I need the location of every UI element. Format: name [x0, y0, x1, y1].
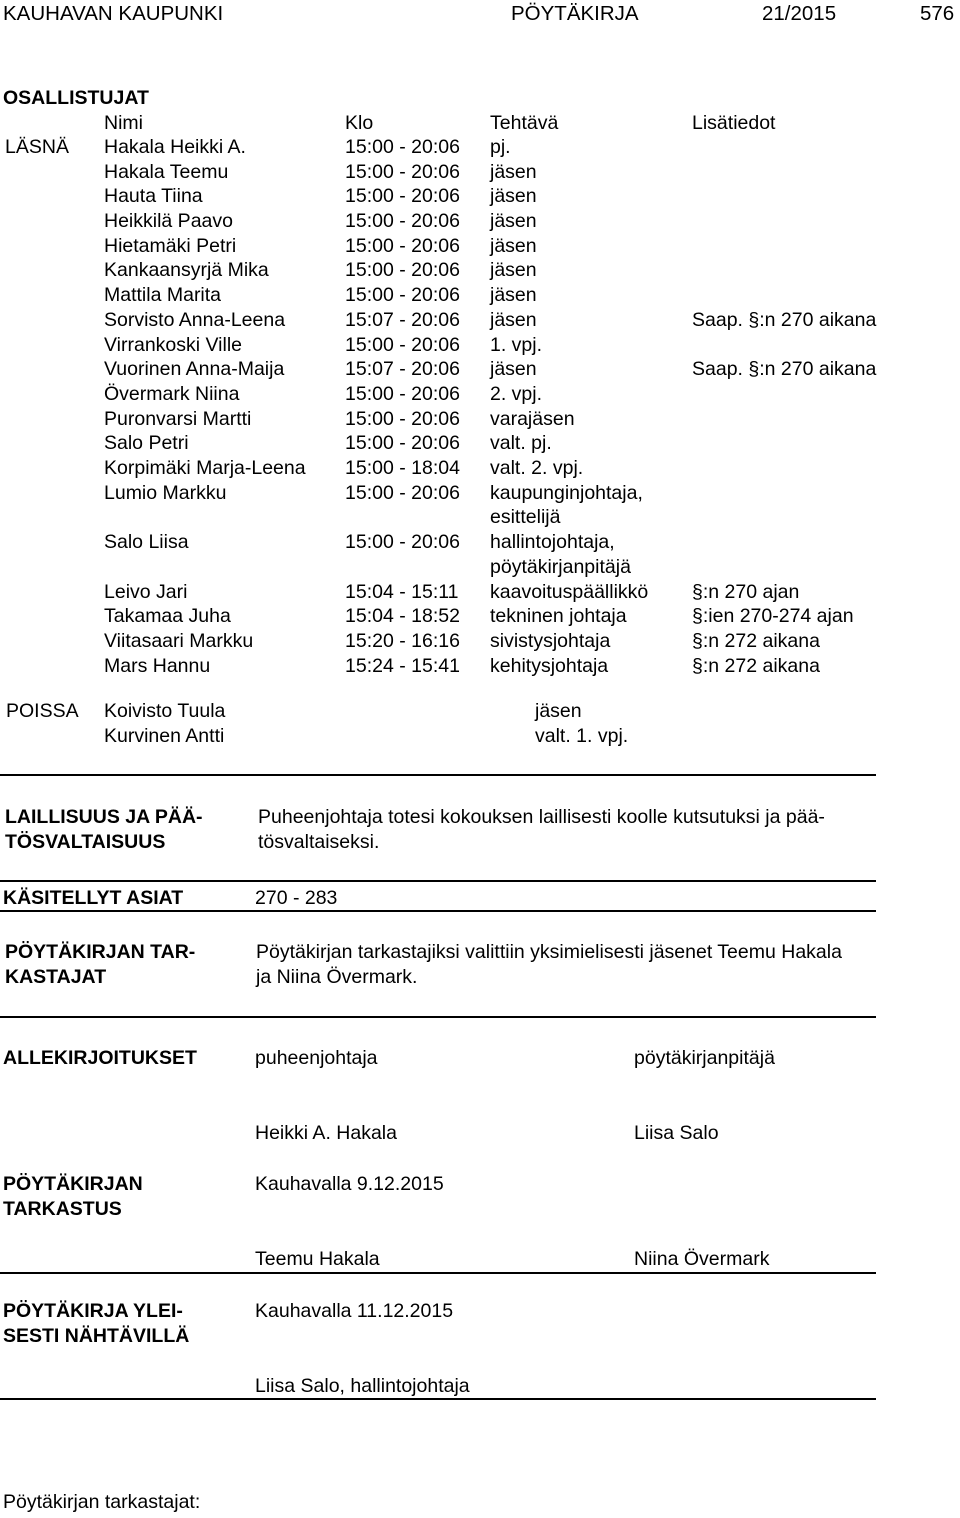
attendee-notes: §:n 272 aikana — [692, 655, 820, 677]
inspectors-text-line1: Pöytäkirjan tarkastajiksi valittiin yksimielisesti jäsenet Teemu Hakala — [256, 941, 842, 963]
column-header-name: Nimi — [104, 112, 143, 134]
attendee-name: Hakala Heikki A. — [104, 136, 246, 158]
attendee-time: 15:00 - 20:06 — [345, 284, 460, 306]
attendee-name: Övermark Niina — [104, 383, 240, 405]
items-label: KÄSITELLYT ASIAT — [3, 887, 184, 909]
legality-label-line1: LAILLISUUS JA PÄÄ- — [5, 806, 203, 828]
attendee-role-continued: esittelijä — [490, 506, 561, 528]
attendee-notes: Saap. §:n 270 aikana — [692, 358, 877, 380]
attendee-time: 15:04 - 18:52 — [345, 605, 460, 627]
attendee-name: Salo Petri — [104, 432, 189, 454]
attendee-role: valt. pj. — [490, 432, 552, 454]
attendee-name: Viitasaari Markku — [104, 630, 254, 652]
attendee-name: Salo Liisa — [104, 531, 189, 553]
attendee-notes: §:n 272 aikana — [692, 630, 820, 652]
attendee-name: Takamaa Juha — [104, 605, 231, 627]
section-divider — [0, 774, 876, 776]
attendee-role: jäsen — [490, 284, 537, 306]
attendee-time: 15:04 - 15:11 — [345, 581, 459, 603]
attendee-time: 15:00 - 20:06 — [345, 334, 460, 356]
legality-text-line1: Puheenjohtaja totesi kokouksen laillisesti koolle kutsutuksi ja pää- — [258, 806, 825, 828]
public-display-label-line1: PÖYTÄKIRJA YLEI- — [3, 1300, 183, 1322]
attendee-notes: §:ien 270-274 ajan — [692, 605, 854, 627]
header-doc-number: 21/2015 — [762, 2, 837, 25]
attendee-role: jäsen — [490, 210, 537, 232]
attendee-role: jäsen — [490, 185, 537, 207]
attendee-role: 2. vpj. — [490, 383, 543, 405]
attendee-time: 15:00 - 20:06 — [345, 259, 460, 281]
attendee-role: jäsen — [490, 161, 537, 183]
footer-inspectors-label: Pöytäkirjan tarkastajat: — [3, 1491, 201, 1513]
review-label-line1: PÖYTÄKIRJAN — [3, 1173, 143, 1195]
section-divider — [0, 880, 876, 882]
public-display-signer: Liisa Salo, hallintojohtaja — [255, 1375, 470, 1397]
attendee-time: 15:00 - 20:06 — [345, 235, 460, 257]
column-header-time: Klo — [345, 112, 374, 134]
legality-text-line2: tösvaltaiseksi. — [258, 831, 380, 853]
attendee-role: jäsen — [490, 259, 537, 281]
attendee-name: Heikkilä Paavo — [104, 210, 233, 232]
attendee-name: Sorvisto Anna-Leena — [104, 309, 286, 331]
header-doc-type: PÖYTÄKIRJA — [511, 2, 639, 25]
attendee-role: sivistysjohtaja — [490, 630, 611, 652]
header-org: KAUHAVAN KAUPUNKI — [3, 2, 224, 25]
signatures-label: ALLEKIRJOITUKSET — [3, 1047, 197, 1069]
header-page-number: 576 — [920, 2, 955, 25]
attendee-role: kehitysjohtaja — [490, 655, 609, 677]
attendee-name: Lumio Markku — [104, 482, 227, 504]
attendee-role: jäsen — [490, 235, 537, 257]
public-display-label-line2: SESTI NÄHTÄVILLÄ — [3, 1325, 190, 1347]
absent-name: Kurvinen Antti — [104, 725, 225, 747]
attendee-role: jäsen — [490, 309, 537, 331]
attendee-time: 15:00 - 20:06 — [345, 383, 460, 405]
absent-label: POISSA — [6, 700, 79, 722]
attendee-role: hallintojohtaja, — [490, 531, 615, 553]
legality-label-line2: TÖSVALTAISUUS — [5, 831, 166, 853]
attendee-role: varajäsen — [490, 408, 575, 430]
review-place-date: Kauhavalla 9.12.2015 — [255, 1173, 444, 1195]
attendee-time: 15:00 - 20:06 — [345, 136, 460, 158]
attendee-role: jäsen — [490, 358, 537, 380]
attendee-name: Kankaansyrjä Mika — [104, 259, 269, 281]
attendee-name: Korpimäki Marja-Leena — [104, 457, 306, 479]
attendee-name: Virrankoski Ville — [104, 334, 243, 356]
attendee-time: 15:00 - 20:06 — [345, 210, 460, 232]
attendee-name: Vuorinen Anna-Maija — [104, 358, 285, 380]
section-divider — [0, 1016, 876, 1018]
inspectors-label-line1: PÖYTÄKIRJAN TAR- — [5, 941, 196, 963]
attendee-time: 15:07 - 20:06 — [345, 309, 460, 331]
attendee-name: Hakala Teemu — [104, 161, 229, 183]
items-value: 270 - 283 — [255, 887, 338, 909]
attendee-role: 1. vpj. — [490, 334, 543, 356]
attendee-role-continued: pöytäkirjanpitäjä — [490, 556, 631, 578]
present-label: LÄSNÄ — [5, 136, 69, 158]
signature-name-secretary: Liisa Salo — [634, 1122, 719, 1144]
attendee-time: 15:24 - 15:41 — [345, 655, 460, 677]
attendee-role: pj. — [490, 136, 511, 158]
attendee-time: 15:00 - 20:06 — [345, 432, 460, 454]
attendee-time: 15:00 - 20:06 — [345, 408, 460, 430]
attendee-time: 15:00 - 18:04 — [345, 457, 460, 479]
attendee-name: Puronvarsi Martti — [104, 408, 252, 430]
attendee-time: 15:00 - 20:06 — [345, 185, 460, 207]
section-divider — [0, 1272, 876, 1274]
review-inspector-2: Niina Övermark — [634, 1248, 770, 1270]
attendee-time: 15:00 - 20:06 — [345, 482, 460, 504]
absent-name: Koivisto Tuula — [104, 700, 226, 722]
review-label-line2: TARKASTUS — [3, 1198, 122, 1220]
attendee-role: tekninen johtaja — [490, 605, 627, 627]
section-divider — [0, 910, 876, 912]
attendee-time: 15:20 - 16:16 — [345, 630, 460, 652]
attendee-notes: Saap. §:n 270 aikana — [692, 309, 877, 331]
attendee-name: Mars Hannu — [104, 655, 211, 677]
attendees-title: OSALLISTUJAT — [3, 87, 149, 109]
attendee-role: kaavoituspäällikkö — [490, 581, 649, 603]
attendee-role: kaupunginjohtaja, — [490, 482, 643, 504]
absent-role: jäsen — [535, 700, 582, 722]
public-display-place-date: Kauhavalla 11.12.2015 — [255, 1300, 454, 1322]
section-divider — [0, 1398, 876, 1400]
attendee-name: Mattila Marita — [104, 284, 222, 306]
attendee-name: Hietamäki Petri — [104, 235, 237, 257]
attendee-notes: §:n 270 ajan — [692, 581, 800, 603]
inspectors-label-line2: KASTAJAT — [5, 966, 107, 988]
attendee-time: 15:00 - 20:06 — [345, 161, 460, 183]
signature-role-secretary: pöytäkirjanpitäjä — [634, 1047, 775, 1069]
column-header-notes: Lisätiedot — [692, 112, 776, 134]
inspectors-text-line2: ja Niina Övermark. — [256, 966, 418, 988]
attendee-time: 15:00 - 20:06 — [345, 531, 460, 553]
column-header-role: Tehtävä — [490, 112, 559, 134]
signature-name-chair: Heikki A. Hakala — [255, 1122, 397, 1144]
absent-role: valt. 1. vpj. — [535, 725, 629, 747]
review-inspector-1: Teemu Hakala — [255, 1248, 380, 1270]
attendee-time: 15:07 - 20:06 — [345, 358, 460, 380]
signature-role-chair: puheenjohtaja — [255, 1047, 378, 1069]
attendee-role: valt. 2. vpj. — [490, 457, 584, 479]
attendee-name: Leivo Jari — [104, 581, 188, 603]
attendee-name: Hauta Tiina — [104, 185, 203, 207]
